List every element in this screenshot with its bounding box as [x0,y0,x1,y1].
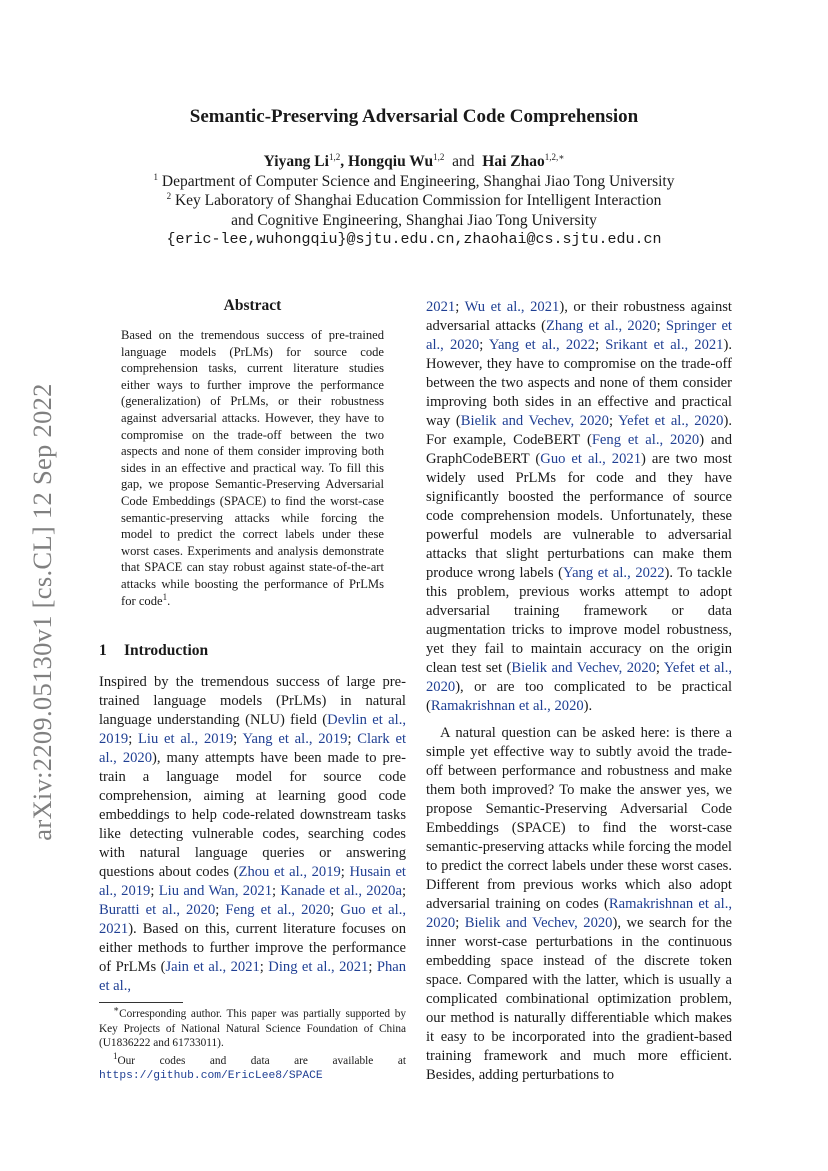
affiliations [0,172,828,231]
intro-paragraph: Inspired by the tremendous success of large pre-trained language models (PrLMs) in natural language understanding (NLU) field (Devlin et al., 2019; Liu et al., 2019; Yang et al., 2019; Clark et al., 2020), many attempts have been made to pre-train a language model for source code comprehension, aiming at learning good code embeddings to help code-related downstream tasks like detecting vulnerable codes, searching codes with natural language queries or answering questions about codes (Zhou et al., 2019; Husain et al., 2019; Liu and Wan, 2021; Kanade et al., 2020a; Buratti et al., 2020; Feng et al., 2020; Guo et al., 2021). Based on this, current literature focuses on either methods to further improve the performance of PrLMs (Jain et al., 2021; Ding et al., 2021; Phan et al., [99,674,407,995]
citation-link[interactable]: Bielik and Vechev, 2020 [511,660,656,676]
citation-link[interactable]: Ramakrishnan et al., 2020 [426,896,732,931]
citation-link[interactable]: Yang et al., 2019 [242,731,348,748]
citation-link[interactable]: Springer et al., 2020 [426,318,732,353]
citation-link[interactable]: Yefet et al., 2020 [426,660,732,695]
citation-link[interactable]: Srikant et al., 2021 [605,337,724,353]
author-block [0,152,828,250]
citation-link[interactable]: Husain et al., 2019 [99,864,406,900]
footnote-mark: 1 [162,591,168,602]
citation-link[interactable]: Bielik and Vechev, 2020 [464,915,613,931]
code-repository-link[interactable]: https://github.com/EricLee8/SPACE [99,1070,323,1082]
right-column [426,298,732,1085]
citation-link[interactable]: Feng et al., 2020 [225,902,331,919]
citation-link[interactable]: 2021 [426,299,456,315]
citation-link[interactable]: Zhang et al., 2020 [545,318,657,334]
author-name: Hai Zhao [482,153,545,170]
citation-link[interactable]: Yang et al., 2022 [488,337,596,353]
citation-link[interactable]: Jain et al., 2021 [165,959,260,976]
citation-link[interactable]: Yefet et al., 2020 [618,413,724,429]
section-heading-introduction: 1 Introduction [99,642,209,660]
author-names: Yiyang Li$^{1,2}$, Hongqiu Wu$^{1,2}$ and Hai Zhao$^{1,2,∗}$ [263,151,565,170]
left-column [99,296,406,996]
arxiv-identifier-stamp: arXiv:2209.05130v1 [cs.CL] 12 Sep 2022 [27,383,57,841]
footnotes [99,1002,406,1087]
citation-link[interactable]: Guo et al., 2021 [99,902,407,938]
citation-link[interactable]: Zhou et al., 2019 [238,864,341,881]
citation-link[interactable]: Devlin et al., 2019 [99,712,406,748]
author-conjunction: and [452,153,475,170]
abstract-heading: Abstract [223,297,282,314]
citation-link[interactable]: Feng et al., 2020 [591,432,700,448]
citation-link[interactable]: Liu et al., 2019 [138,731,234,748]
footnote-rule [99,1002,183,1003]
citation-link[interactable]: Phan et al., [99,959,407,995]
intro-paragraph: A natural question can be asked here: is there a simple yet effective way to subtly avoid the trade-off between performance and robustness and make them both improved? To make the answer yes, we propose Semantic-Preserving Adversarial Code Embeddings (SPACE) to find the worst-case semantic-preserving attacks while forcing the model to predict the correct labels under these worst cases. Different from previous works which also adopt adversarial training on codes (Ramakrishnan et al., 2020; Bielik and Vechev, 2020), we search for the inner worst-case perturbations in the continuous embedding space instead of the discrete token space. Compared with the latter, which is usually a complicated combinational optimization problem, our method is naturally differentiable which makes it easy to be incorporated into the gradient-based training framework and much more efficient. Besides, adding perturbations to [426,725,733,1083]
footnote-code-availability: $^1$Our codes and data are available at https://github.com/EricLee8/SPACE [99,1050,406,1082]
author-affiliation-mark: 1,2 [433,151,445,162]
citation-link[interactable]: Buratti et al., 2020 [99,902,216,919]
intro-paragraph: 2021; Wu et al., 2021), or their robustness against adversarial attacks (Zhang et al., 2020; Springer et al., 2020; Yang et al., 2022; Srikant et al., 2021). However, they have to compromise on the trade-off between the two aspects and none of them consider improving both sides in an effective and practical way (Bielik and Vechev, 2020; Yefet et al., 2020). For example, CodeBERT (Feng et al., 2020) and GraphCodeBERT (Guo et al., 2021) are two most widely used PrLMs for code and they have significantly boosted the performance of source code comprehension models. Unfortunately, these powerful models are vulnerable to adversarial attacks that slight perturbations can make them produce wrong labels (Yang et al., 2022). To tackle this problem, previous works attempt to adopt adversarial training framework or data augmentation tricks to improve model robustness, yet they fail to maintain accuracy on the origin clean test set (Bielik and Vechev, 2020; Yefet et al., 2020), or are too complicated to be practical (Ramakrishnan et al., 2020). [426,299,732,714]
affiliation-line: $^2$ Key Laboratory of Shanghai Education Commission for Intelligent Interaction [166,190,662,209]
affiliation-line: $^1$ Department of Computer Science and Engineering, Shanghai Jiao Tong University [153,171,675,190]
abstract-body: Based on the tremendous success of pre-trained language models (PrLMs) for source code comprehension tasks, current literature studies either ways to further improve the performance (generalization) of PrLMs, or their robustness against adversarial attacks. However, they have to compromise on the trade-off between the two aspects and none of them consider improving both sides in an effective and practical way. To fill this gap, we propose Semantic-Preserving Adversarial Code Embeddings (SPACE) to find the worst-case semantic-preserving attacks while forcing the model to predict the correct labels under these worst cases. Experiments and analysis demonstrate that SPACE can stay robust against state-of-the-art attacks while boosting the performance of PrLMs for code$^1$. [121,328,384,608]
author-affiliation-mark: 1,2,∗ [544,151,565,162]
citation-link[interactable]: Liu and Wan, 2021 [158,883,272,900]
affiliation-line: and Cognitive Engineering, Shanghai Jiao Tong University [231,211,597,229]
author-emails: {eric-lee,wuhongqiu}@sjtu.edu.cn,zhaohai@cs.sjtu.edu.cn [166,231,662,248]
paper-title: Semantic-Preserving Adversarial Code Comprehension [189,106,639,127]
footnote-corresponding-author: ∗Corresponding author. This paper was partially supported by Key Projects of National Natural Science Foundation of China (U1836222 and 61733011). [99,1004,406,1049]
citation-link[interactable]: Yang et al., 2022 [563,565,665,581]
citation-link[interactable]: Bielik and Vechev, 2020 [460,413,609,429]
citation-link[interactable]: Guo et al., 2021 [540,451,641,467]
citation-link[interactable]: Clark et al., 2020 [99,731,407,767]
citation-link[interactable]: Ramakrishnan et al., 2020 [430,698,584,714]
citation-link[interactable]: Ding et al., 2021 [268,959,369,976]
citation-link[interactable]: Kanade et al., 2020a [280,883,402,900]
author-name: Hongqiu Wu [347,153,434,170]
citation-link[interactable]: Wu et al., 2021 [464,299,560,315]
author-name: Yiyang Li [263,153,329,170]
author-affiliation-mark: 1,2 [328,151,341,162]
